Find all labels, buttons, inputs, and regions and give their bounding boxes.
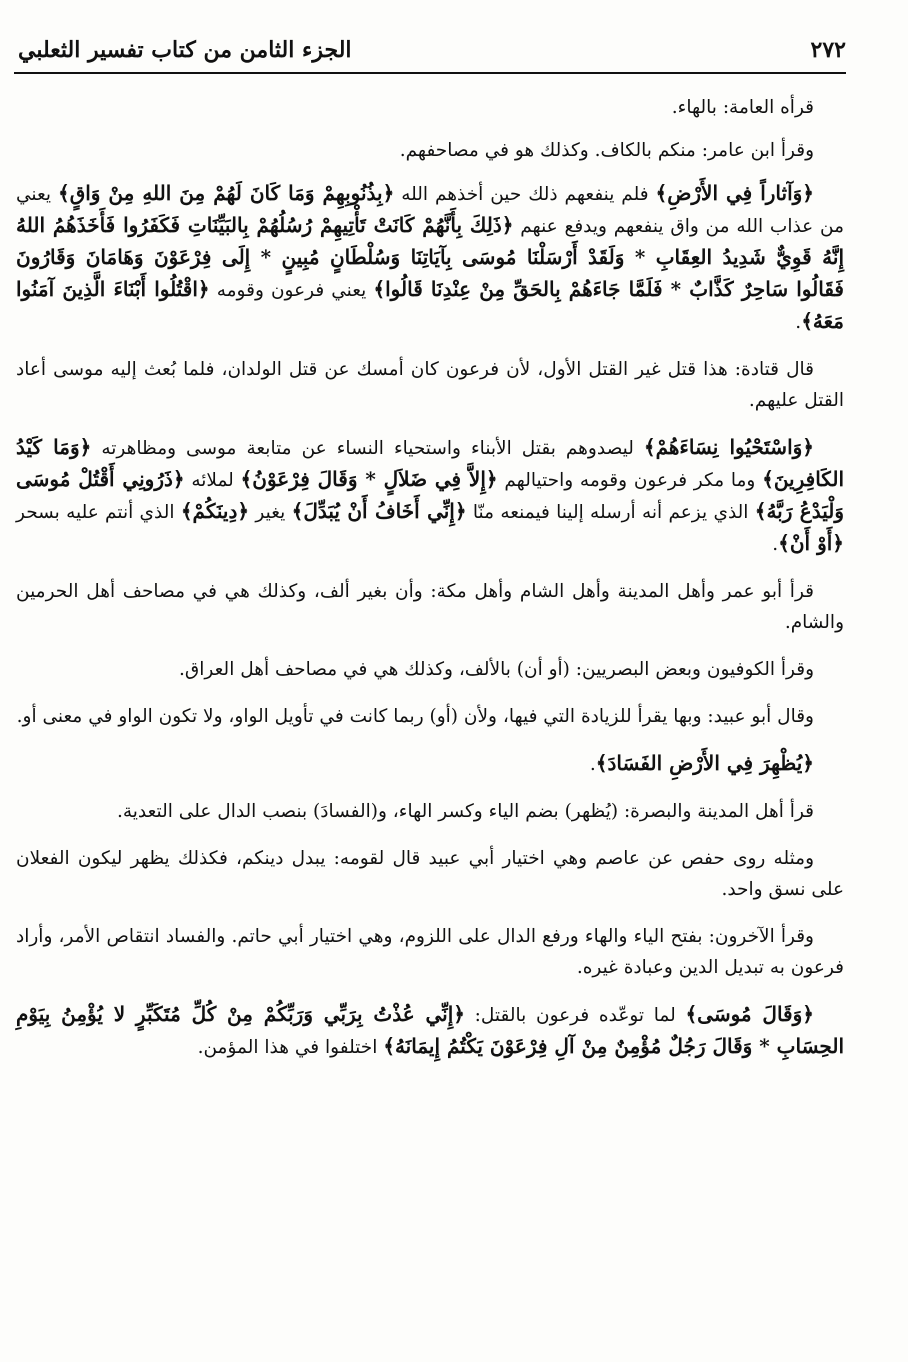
paragraph: [16, 748, 844, 780]
quran-quote: ﴿إِلاَّ فِي ضَلاَلٍ * وَقَالَ فِرْعَوْنُ﴾: [240, 467, 498, 491]
paragraph: [16, 576, 844, 638]
paragraph: [16, 921, 844, 983]
commentary-text: وقرأ الكوفيون وبعض البصريين: (أو أن) بالألف، وكذلك هي في مصاحف أهل العراق.: [179, 659, 814, 680]
commentary-text: ليصدوهم بقتل الأبناء واستحياء النساء عن متابعة موسى ومظاهرته: [91, 438, 644, 459]
commentary-text: الذي يزعم أنه أرسله إلينا فيمنعه منّا: [466, 502, 755, 523]
paragraph: [16, 354, 844, 416]
paragraph: [16, 843, 844, 905]
commentary-text: يعني فرعون وقومه: [209, 280, 374, 301]
paragraph: [16, 654, 844, 685]
quran-quote: ﴿إِنِّي أَخَافُ أَنْ يُبَدِّلَ﴾: [291, 499, 467, 523]
quran-quote: ﴿دِينَكُمْ﴾: [180, 499, 250, 523]
quran-quote: ﴿وَآثاراً فِي الأَرْضِ﴾: [655, 181, 814, 205]
commentary-text: ومثله روى حفص عن عاصم وهي اختيار أبي عبيد قال لقومه: يبدل دينكم، فكذلك يظهر ليكون الفعلان على نسق واحد.: [16, 848, 844, 900]
commentary-text: اختلفوا في هذا المؤمن.: [197, 1037, 384, 1058]
page-number: ٢٧٢: [810, 37, 846, 63]
paragraph: [16, 178, 844, 338]
quran-quote: ﴿يُظْهِرَ فِي الأَرْضِ الفَسَادَ﴾: [595, 751, 814, 775]
paragraph: [16, 999, 844, 1063]
commentary-text: وقال أبو عبيد: وبها يقرأ للزيادة التي فيها، ولأن (أو) ربما كانت في تأويل الواو، ولا تكون الواو في معنى أو.: [16, 706, 814, 727]
running-title: الجزء الثامن من كتاب تفسير الثعلبي: [18, 37, 352, 63]
quran-quote: ﴿وَمَا كَيْدُ الكَافِرِينَ﴾: [16, 435, 845, 491]
header-rule: [14, 72, 846, 74]
commentary-text: قرأ أبو عمر وأهل المدينة وأهل الشام وأهل مكة: وأن بغير ألف، وكذلك هي في مصاحف أهل الحرمين والشام.: [16, 581, 844, 633]
commentary-text: لما توعّده فرعون بالقتل:: [464, 1005, 686, 1026]
commentary-text: لملائه: [184, 470, 241, 491]
commentary-text: فلم ينفعهم ذلك حين أخذهم الله: [394, 184, 656, 205]
commentary-text: يعني من عذاب الله من واق ينفعهم ويدفع عنهم: [16, 184, 844, 237]
commentary-text: قرأ أهل المدينة والبصرة: (يُظهر) بضم الياء وكسر الهاء، و(الفسادَ) بنصب الدال على التعدية.: [116, 801, 814, 822]
commentary-text: .: [772, 534, 779, 555]
quran-quote: ﴿ذَلِكَ بِأَنَّهُمْ كَانَتْ تَأْتِيهِمْ رُسُلُهُمْ بِالبَيِّنَاتِ فَكَفَرُوا فَأَخَذَهُمُ اللهُ إِنَّهُ قَوِيٌّ شَدِيدُ العِقَابِ * وَلَقَدْ أَرْسَلْنَا مُوسَى بِآيَاتِنَا وَسُلْطَانٍ مُبِينٍ * إِلَى فِرْعَوْنَ وَهَامَانَ وَقَارُونَ فَقَالُوا سَاحِرٌ كَذَّابٌ * فَلَمَّا جَاءَهُمْ بِالحَقِّ مِنْ عِنْدِنَا قَالُوا﴾: [16, 213, 844, 301]
body-text: [16, 92, 844, 1079]
quran-quote: ﴿أَوْ أَنْ﴾: [778, 531, 844, 555]
paragraph: [16, 796, 844, 827]
quran-quote: ﴿بِذُنُوبِهِمْ وَمَا كَانَ لَهُمْ مِنَ اللهِ مِنْ وَاقٍ﴾: [57, 181, 395, 205]
commentary-text: الذي أنتم عليه بسحر: [16, 502, 181, 523]
paragraph: [16, 92, 844, 123]
paragraph: [16, 701, 844, 732]
commentary-text: وقرأ الآخرون: بفتح الياء والهاء ورفع الدال على اللزوم، وهي اختيار أبي حاتم. والفساد انتقاص الأمر، وأراد فرعون به تبديل الدين وعبادة غيره.: [16, 926, 844, 978]
quran-quote: ﴿إِنِّي عُذْتُ بِرَبِّي وَرَبِّكُمْ مِنْ كُلِّ مُتَكَبِّرٍ لا يُؤْمِنُ بِيَوْمِ الحِسَابِ * وَقَالَ رَجُلٌ مُؤْمِنٌ مِنْ آلِ فِرْعَوْنَ يَكْتُمُ إِيمَانَهُ﴾: [16, 1002, 844, 1058]
commentary-text: .: [589, 754, 596, 775]
quran-quote: ﴿ذَرُونِي أَقْتُلْ مُوسَى وَلْيَدْعُ رَبَّهُ﴾: [16, 467, 844, 523]
running-head: [18, 30, 846, 70]
commentary-text: قرأه العامة: بالهاء.: [671, 97, 814, 118]
quran-quote: ﴿اقْتُلُوا أَبْنَاءَ الَّذِينَ آمَنُوا مَعَهُ﴾: [16, 277, 844, 333]
quran-quote: ﴿وَقَالَ مُوسَى﴾: [685, 1002, 814, 1026]
commentary-text: .: [795, 312, 802, 333]
paragraph: [16, 432, 844, 560]
paragraph: [16, 135, 844, 166]
quran-quote: ﴿وَاسْتَحْيُوا نِسَاءَهُمْ﴾: [643, 435, 814, 459]
commentary-text: وما مكر فرعون وقومه واحتيالهم: [497, 470, 763, 491]
commentary-text: قال قتادة: هذا قتل غير القتل الأول، لأن فرعون كان أمسك عن قتل الولدان، فلما بُعث إليه موسى أعاد القتل عليهم.: [16, 359, 844, 411]
commentary-text: وقرأ ابن عامر: منكم بالكاف. وكذلك هو في مصاحفهم.: [399, 140, 814, 161]
commentary-text: يغير: [249, 502, 292, 523]
